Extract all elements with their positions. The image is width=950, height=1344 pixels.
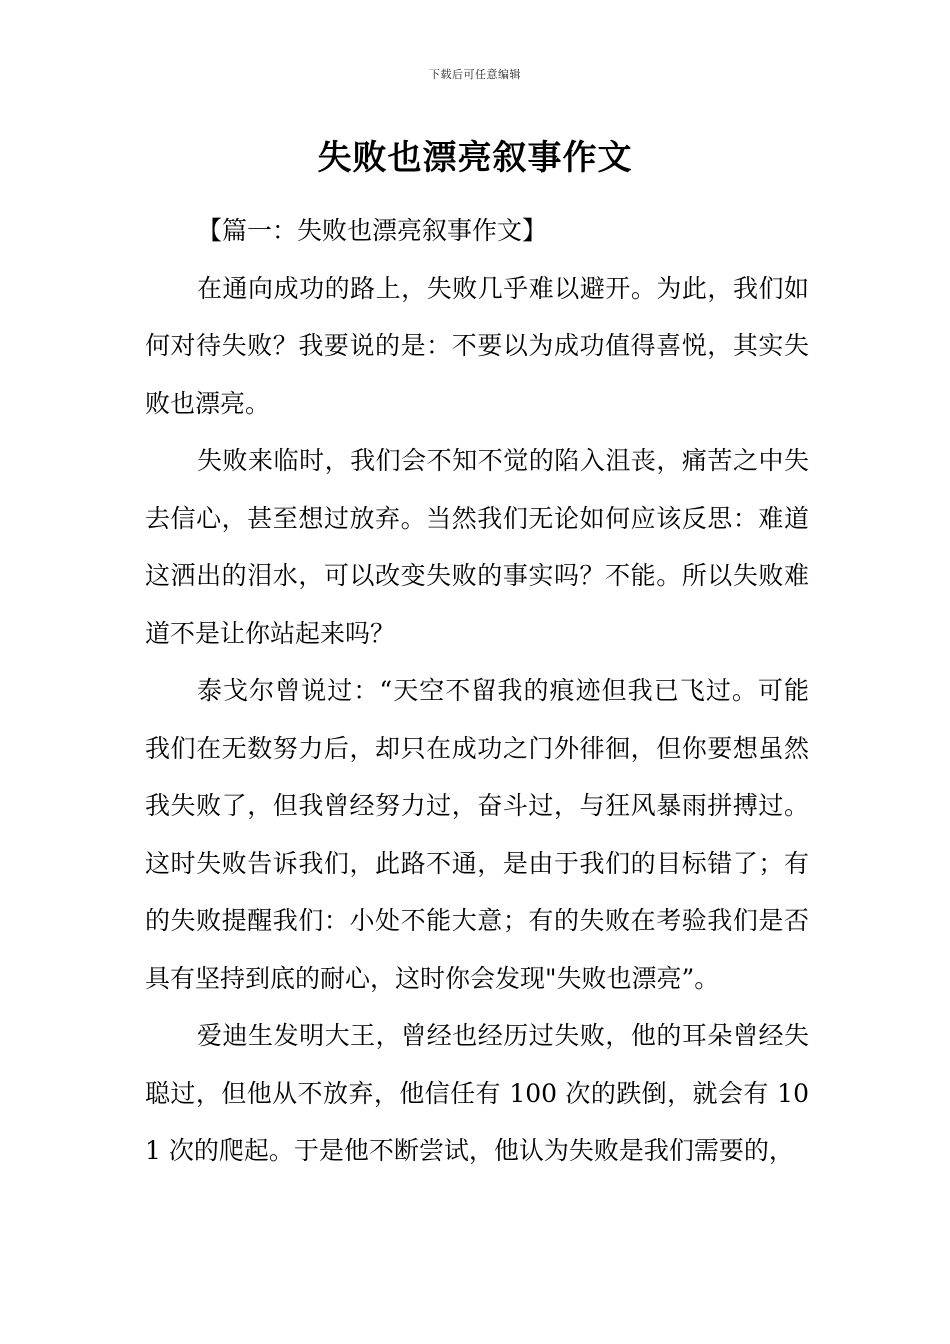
header-note: 下载后可任意编辑: [429, 68, 521, 81]
paragraph: 失败来临时，我们会不知不觉的陷入沮丧，痛苦之中失去信心，甚至想过放弃。当然我们无论如何应该反思：难道这洒出的泪水，可以改变失败的事实吗？不能。所以失败难道不是让你站起来吗？: [145, 446, 809, 648]
document-title: 失败也漂亮叙事作文: [317, 138, 633, 178]
paragraph: 爱迪生发明大王，曾经也经历过失败，他的耳朵曾经失聪过，但他从不放弃，他信任有 100 次的跌倒，就会有 101 次的爬起。于是他不断尝试，他认为失败是我们需要的，: [145, 1021, 809, 1165]
paragraph: 泰戈尔曾说过：“天空不留我的痕迹但我已飞过。可能我们在无数努力后，却只在成功之门外徘徊，但你要想虽然我失败了，但我曾经努力过，奋斗过，与狂风暴雨拼搏过。这时失败告诉我们，此路不通，是由于我们的目标错了；有的失败提醒我们：小处不能大意；有的失败在考验我们是否具有坚持到底的耐心，这时你会发现"失败也漂亮”。: [145, 676, 809, 993]
paragraph: 在通向成功的路上，失败几乎难以避开。为此，我们如何对待失败？我要说的是：不要以为成功值得喜悦，其实失败也漂亮。: [145, 273, 809, 418]
section-heading: 【篇一：失败也漂亮叙事作文】: [197, 216, 548, 245]
document-body: [145, 202, 809, 1180]
